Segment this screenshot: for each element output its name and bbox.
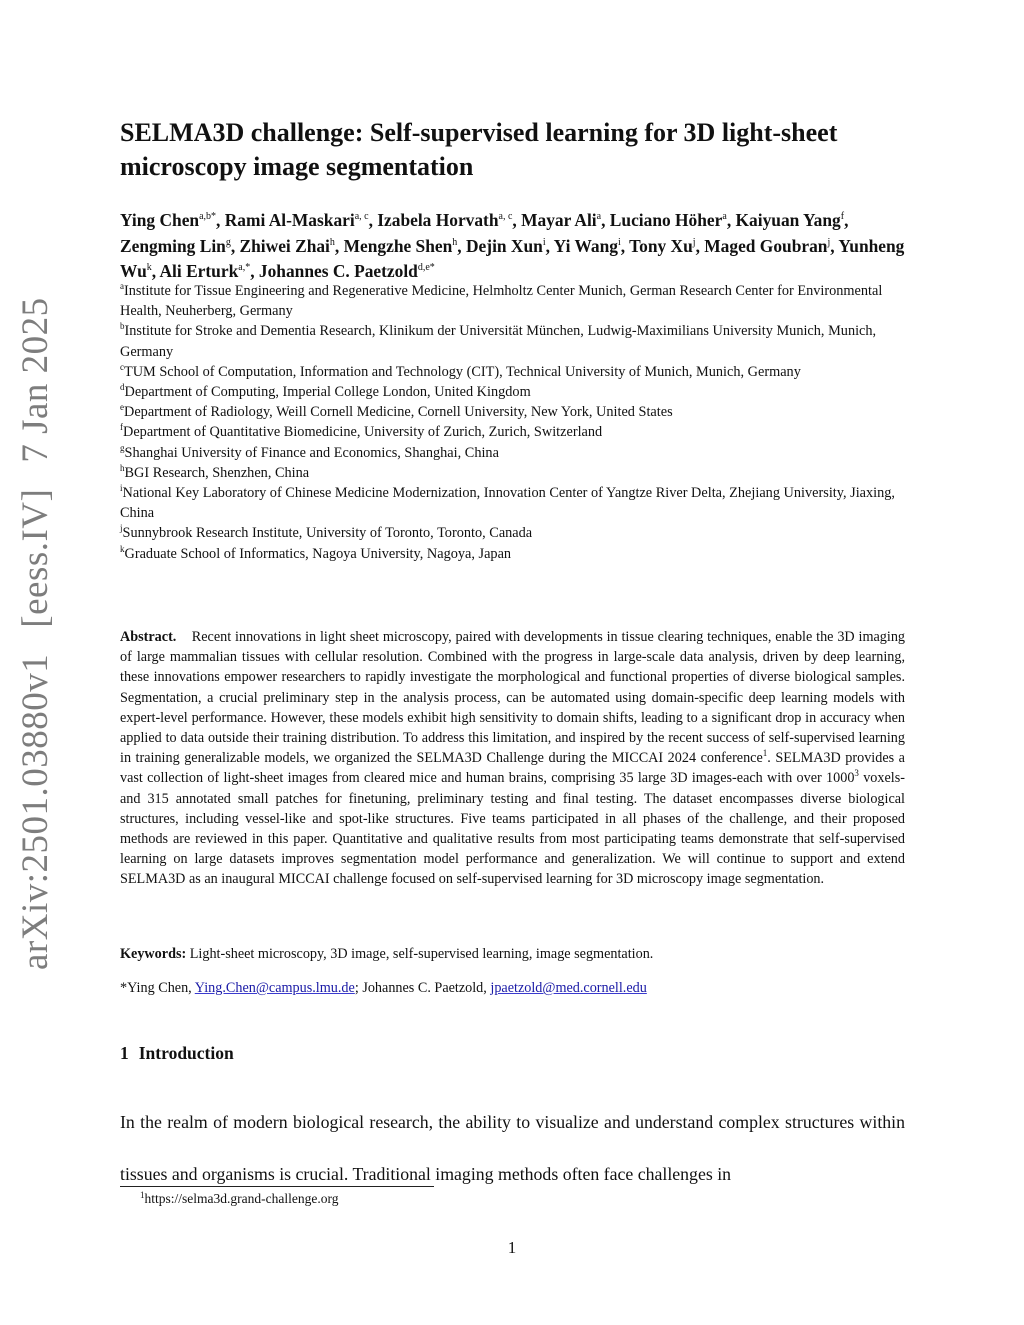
- author-affil-mark: a, c: [354, 211, 369, 222]
- email-link-1[interactable]: Ying.Chen@campus.lmu.de: [194, 980, 355, 996]
- author-separator: ,: [512, 210, 522, 230]
- author-separator: ,: [457, 235, 466, 256]
- affiliation-text: Department of Quantitative Biomedicine, University of Zurich, Zurich, Switzerland: [123, 424, 603, 441]
- author-separator: ,: [830, 235, 839, 256]
- affiliation: [120, 321, 910, 361]
- affiliation-text: Department of Computing, Imperial College London, United Kingdom: [124, 384, 531, 401]
- author-separator: ,: [695, 235, 705, 256]
- affiliation-text: Shanghai University of Finance and Economics, Shanghai, China: [124, 444, 499, 461]
- section-title: Introduction: [138, 1043, 234, 1063]
- author-affil-mark: j: [827, 236, 831, 248]
- affiliation-mark: e: [120, 402, 124, 413]
- section-heading: [120, 1043, 244, 1064]
- author-separator: ,: [620, 235, 630, 256]
- arxiv-stamp: [14, 297, 58, 970]
- author-separator: ,: [601, 210, 610, 230]
- author-name: Zhiwei Zhai: [239, 235, 330, 256]
- affiliation-text: BGI Research, Shenzhen, China: [124, 464, 310, 481]
- email-link-2[interactable]: jpaetzold@med.cornell.edu: [490, 980, 647, 996]
- affiliation-mark: k: [120, 543, 125, 554]
- affiliation-mark: b: [120, 321, 125, 332]
- affiliation: [120, 483, 910, 523]
- affiliation-mark: h: [120, 462, 125, 473]
- author-affil-mark: d,e*: [417, 262, 435, 273]
- affiliation-text: Institute for Tissue Engineering and Regenerative Medicine, Helmholtz Center Munich, German Research Center for Environmental Health, Neuherberg, Germany: [120, 283, 883, 320]
- footnote-mark: 1: [140, 1190, 145, 1200]
- author-affil-mark: i: [617, 236, 621, 248]
- author-name: Luciano Höher: [609, 210, 723, 230]
- arxiv-category: [eess.IV]: [15, 488, 56, 628]
- author-list: [120, 208, 910, 285]
- corr-name-1: Ying Chen,: [127, 980, 192, 996]
- keywords-text: Light-sheet microscopy, 3D image, self-supervised learning, image segmentation.: [189, 946, 654, 962]
- author-name: Izabela Horvath: [377, 210, 499, 230]
- author-affil-mark: g: [225, 236, 231, 248]
- corr-mark: *: [120, 980, 128, 996]
- author-affil-mark: a,*: [238, 262, 251, 273]
- affiliation-text: Graduate School of Informatics, Nagoya University, Nagoya, Japan: [124, 545, 512, 562]
- author-affil-mark: h: [329, 236, 335, 248]
- page-number: 1: [507, 1238, 517, 1257]
- intro-paragraph: In the realm of modern biological research, the ability to visualize and understand complex structures within tissues and organisms is crucial. Traditional imaging methods often face challenges in: [120, 1112, 905, 1184]
- arxiv-id: arXiv:2501.03880v1: [15, 653, 56, 970]
- affiliation-mark: a: [120, 281, 124, 291]
- author-name: Yunheng Wu: [120, 235, 905, 281]
- author-name: Dejin Xun: [466, 235, 543, 256]
- abstract-text-2: . SELMA3D provides a vast collection of light-sheet images from cleared mice and human brains, comprising 35 large 3D images-each with over 1000: [120, 750, 905, 787]
- arxiv-date: 7 Jan 2025: [15, 297, 56, 463]
- affiliation-mark: d: [120, 382, 125, 393]
- affiliation: [120, 362, 910, 382]
- abstract-label: Abstract.: [120, 629, 177, 645]
- author-name: Tony Xu: [629, 235, 693, 256]
- author-separator: ,: [230, 235, 240, 256]
- author-name: Mayar Ali: [521, 210, 597, 230]
- affiliation-mark: c: [120, 361, 124, 372]
- affiliation: [120, 523, 910, 543]
- affiliation: [120, 443, 910, 463]
- affiliation: [120, 281, 910, 321]
- affiliation-mark: g: [120, 442, 125, 453]
- affiliation-mark: f: [120, 422, 123, 433]
- affiliation: [120, 544, 910, 564]
- abstract: [120, 627, 905, 890]
- author-separator: ,: [216, 210, 225, 230]
- affiliation-text: Institute for Stroke and Dementia Research, Klinikum der Universität München, Ludwig-Maximilians University Munich, Munich, Germany: [120, 323, 877, 360]
- author-affil-mark: k: [146, 262, 152, 273]
- affiliation: [120, 422, 910, 442]
- author-affil-mark: a: [722, 211, 727, 222]
- keywords-label: Keywords:: [120, 946, 187, 962]
- footnote-url[interactable]: https://selma3d.grand-challenge.org: [144, 1191, 339, 1206]
- footnote-rule: [120, 1186, 434, 1187]
- author-name: Yi Wang: [553, 235, 618, 256]
- affiliation-text: Sunnybrook Research Institute, University of Toronto, Toronto, Canada: [122, 525, 533, 542]
- author-separator: ,: [368, 210, 378, 230]
- author-name: Maged Goubran: [704, 235, 828, 256]
- abstract-text-1: Recent innovations in light sheet microscopy, paired with developments in tissue clearing techniques, enable the 3D imaging of large mammalian tissues with cellular resolution. Combined with the progress in large-scale data analysis, driven by deep learning, these innovations empower researchers to rapidly investigate the morphological and functional properties of diverse biological samples. Segmentation, a crucial preliminary step in the analysis process, can be automated using domain-specific deep learning models with expert-level performance. However, these models exhibit high sensitivity to domain shifts, leading to a significant drop in accuracy when applied to data outside their training distribution. To address this limitation, and inspired by the recent success of self-supervised learning in training generalizable models, we organized the SELMA3D Challenge during the MICCAI 2024 conference: [120, 629, 906, 767]
- author-separator: ,: [844, 210, 849, 230]
- author-separator: ,: [250, 261, 259, 281]
- affiliation-text: National Key Laboratory of Chinese Medicine Modernization, Innovation Center of Yangtze River Delta, Zhejiang University, Jiaxing, China: [120, 485, 896, 522]
- author-affil-mark: a: [596, 211, 602, 222]
- affiliation: [120, 402, 910, 422]
- corr-name-2: Johannes C. Paetzold,: [362, 980, 487, 996]
- author-separator: ,: [726, 210, 736, 230]
- affiliation-list: [120, 281, 910, 564]
- author-affil-mark: f: [840, 211, 845, 222]
- affiliation-mark: j: [120, 523, 123, 534]
- affiliation: [120, 382, 910, 402]
- author-affil-mark: i: [542, 236, 546, 248]
- author-separator: ,: [545, 235, 554, 256]
- affiliation: [120, 463, 910, 483]
- author-affil-mark: j: [692, 236, 696, 248]
- author-name: Ali Erturk: [159, 261, 239, 281]
- exponent: 3: [854, 768, 859, 779]
- affiliation-text: Department of Radiology, Weill Cornell Medicine, Cornell University, New York, United States: [124, 404, 673, 421]
- corr-sep: ;: [354, 980, 359, 996]
- author-affil-mark: a, c: [498, 211, 513, 222]
- correspondence: [120, 978, 905, 998]
- section-number: 1: [120, 1043, 129, 1063]
- author-separator: ,: [334, 235, 344, 256]
- author-name: Kaiyuan Yang: [735, 210, 841, 230]
- author-name: Ying Chen: [120, 210, 200, 230]
- footnote-ref[interactable]: 1: [762, 748, 768, 759]
- keywords: [120, 944, 905, 964]
- author-name: Johannes C. Paetzold: [258, 261, 418, 281]
- author-separator: ,: [151, 261, 160, 281]
- author-name: Zengming Lin: [120, 235, 226, 256]
- author-affil-mark: a,b*: [199, 211, 217, 222]
- abstract-text-3: voxels-and 315 annotated small patches for finetuning, preliminary testing and final testing. The dataset encompasses diverse biological structures, including vessel-like and spot-like structures. Five teams participated in all phases of the challenge, and their proposed methods are reviewed in this paper. Quantitative and qualitative results from most participating teams demonstrate that self-supervised learning on large datasets improves segmentation model performance and generalization. We will continue to support and extend SELMA3D as an inaugural MICCAI challenge focused on self-supervised learning for 3D microscopy image segmentation.: [120, 770, 905, 888]
- author-affil-mark: h: [452, 236, 458, 248]
- author-name: Mengzhe Shen: [343, 235, 453, 256]
- affiliation-text: TUM School of Computation, Information and Technology (CIT), Technical University of Munich, Munich, Germany: [124, 363, 801, 380]
- author-name: Rami Al-Maskari: [224, 210, 355, 230]
- paper-title: SELMA3D challenge: Self-supervised learning for 3D light-sheet microscopy image segmentation: [120, 118, 838, 181]
- footnote: [140, 1190, 338, 1208]
- affiliation-mark: i: [120, 483, 123, 494]
